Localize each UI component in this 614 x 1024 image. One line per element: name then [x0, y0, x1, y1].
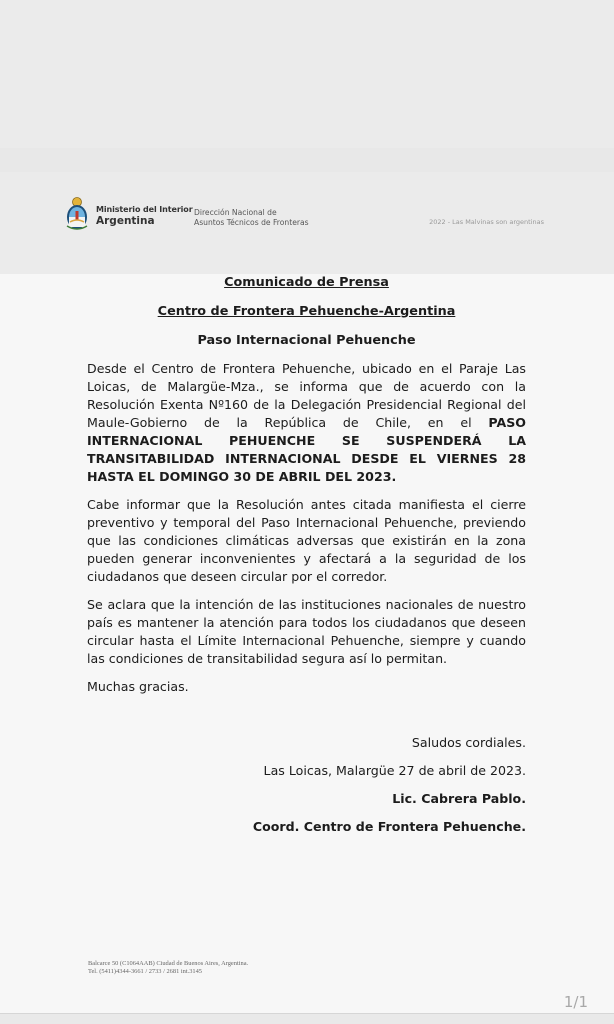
signer-name: Lic. Cabrera Pablo.	[392, 791, 526, 806]
heading-comunicado: Comunicado de Prensa	[224, 275, 389, 290]
thanks: Muchas gracias.	[87, 679, 189, 694]
document-page	[0, 274, 614, 1014]
direccion-line1: Dirección Nacional de	[194, 208, 277, 217]
ministry-line2: Argentina	[96, 215, 155, 227]
argentina-coat-of-arms-icon	[64, 196, 90, 232]
paragraph-3: Se aclara que la intención de las instituciones nacionales de nuestro país es mantener la atención para todos los ciudadanos que deseen circular hasta el Límite Internacional Pehuenche, siempre y cuando las condiciones de transitabilidad segura así lo permitan.	[87, 597, 526, 666]
direccion-line2: Asuntos Técnicos de Fronteras	[194, 218, 309, 227]
paragraph-2: Cabe informar que la Resolución antes citada manifiesta el cierre preventivo y temporal del Paso Internacional Pehuenche, previendo que las condiciones climáticas adversas que existirán en la zona pueden generar inconvenientes y afectará a la seguridad de los ciudadanos que deseen circular por el corredor.	[87, 497, 526, 584]
page-edge	[0, 1013, 614, 1014]
paragraph-1-text: Desde el Centro de Frontera Pehuenche, ubicado en el Paraje Las Loicas, de Malargüe-Mza., se informa que de acuerdo con la Resolución Exenta Nº160 de la Delegación Presidencial Regional del Maule-Gobierno de la República de Chile, en el	[87, 361, 526, 430]
heading-centro-frontera: Centro de Frontera Pehuenche-Argentina	[157, 304, 456, 319]
slogan: 2022 - Las Malvinas son argentinas	[429, 218, 544, 226]
direccion-name	[194, 208, 309, 228]
heading-paso-internacional: Paso Internacional Pehuenche	[197, 333, 416, 348]
ministry-line1: Ministerio del Interior	[96, 205, 193, 214]
place-date: Las Loicas, Malargüe 27 de abril de 2023.	[263, 763, 526, 778]
closing: Saludos cordiales.	[411, 735, 526, 750]
signer-title: Coord. Centro de Frontera Pehuenche.	[252, 819, 526, 834]
letterhead	[64, 194, 544, 238]
footer-address-line2: Tel. (5411)4344-3661 / 2733 / 2681 int.3145	[88, 968, 202, 975]
page-indicator: 1/1	[563, 993, 588, 1011]
faint-band	[0, 148, 614, 172]
document-body	[87, 274, 526, 836]
footer-address-line1: Balcarce 50 (C1064AAB) Ciudad de Buenos Aires, Argentina.	[88, 960, 249, 967]
ministry-name	[96, 204, 193, 227]
paragraph-1-bold: PASO INTERNACIONAL PEHUENCHE SE SUSPENDERÁ LA TRANSITABILIDAD INTERNACIONAL DESDE EL VIERNES 28 HASTA EL DOMINGO 30 DE ABRIL DEL 2023.	[87, 415, 526, 484]
footer-address	[88, 960, 248, 976]
paragraph-1	[87, 360, 526, 486]
